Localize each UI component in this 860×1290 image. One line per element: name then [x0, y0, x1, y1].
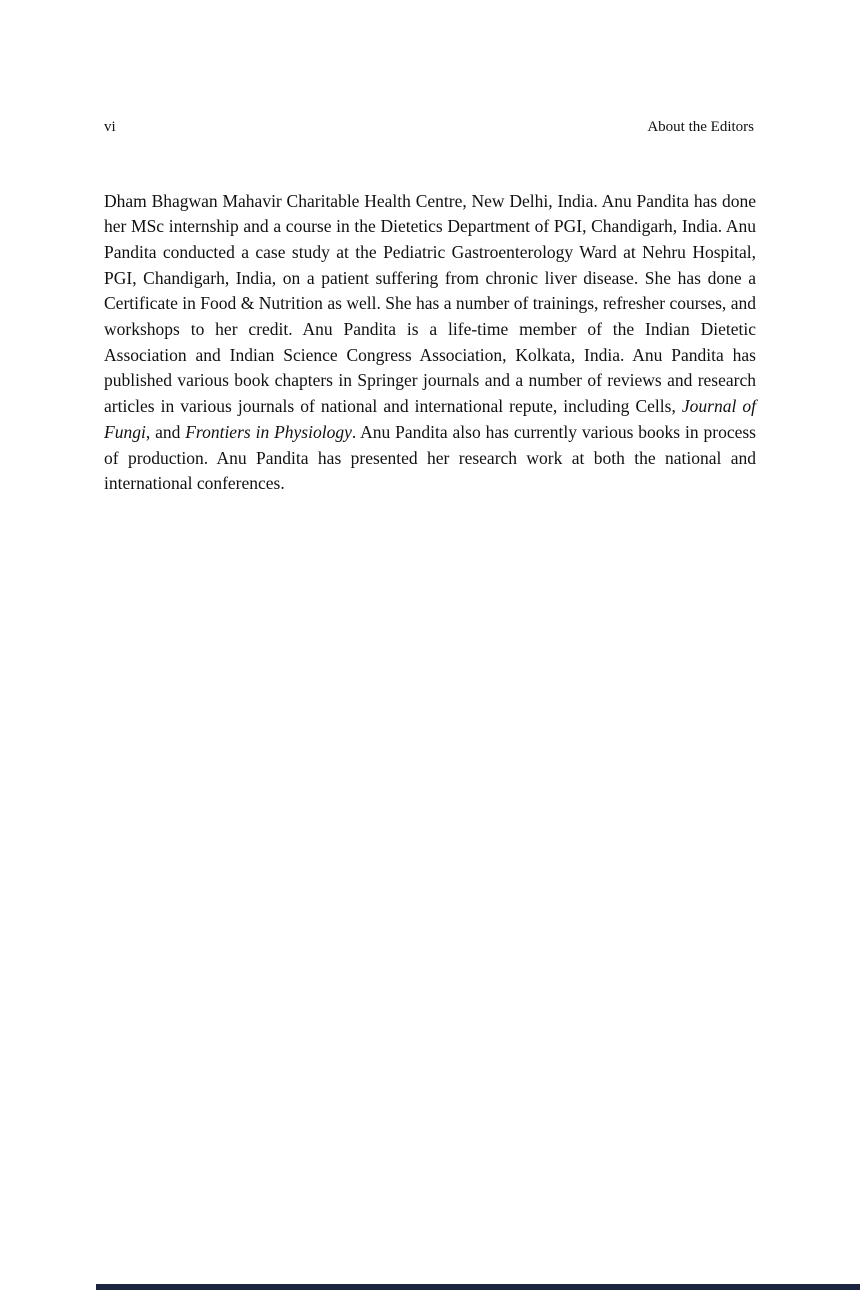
paragraph-segment: . Anu Pandita also has currently various books in process of production. Anu Pandita has presented her research work at both the national and international conferences.	[104, 421, 756, 494]
paragraph-segment: Dham Bhagwan Mahavir Charitable Health Centre, New Delhi, India. Anu Pandita has done her MSc internship and a course in the Dietetics Department of PGI, Chandigarh, India. Anu Pandita conducted a case study at the Pediatric Gastroenterology Ward at Nehru Hospital, PGI, Chandigarh, India, on a patient suffering from chronic liver disease. She has done a Certificate in Food & Nutrition as well. She has a number of trainings, refresher courses, and workshops to her credit. Anu Pandita is a life-time member of the Indian Dietetic Association and Indian Science Congress Association, Kolkata, India. Anu Pandita has published various book chapters in Springer journals and a number of reviews and research articles in various journals of national and international repute, including Cells,	[104, 190, 756, 417]
running-head	[104, 119, 754, 136]
paragraph-segment-journal-title: Journal of Fungi	[104, 396, 756, 442]
paragraph-segment-journal-title: Frontiers in Physiology	[185, 421, 352, 442]
paragraph-segment: , and	[145, 421, 186, 442]
about-editors-paragraph	[104, 189, 756, 497]
bottom-edge-bar	[96, 1284, 860, 1290]
running-header-title: About the Editors	[647, 119, 754, 135]
page-number: vi	[104, 119, 116, 135]
